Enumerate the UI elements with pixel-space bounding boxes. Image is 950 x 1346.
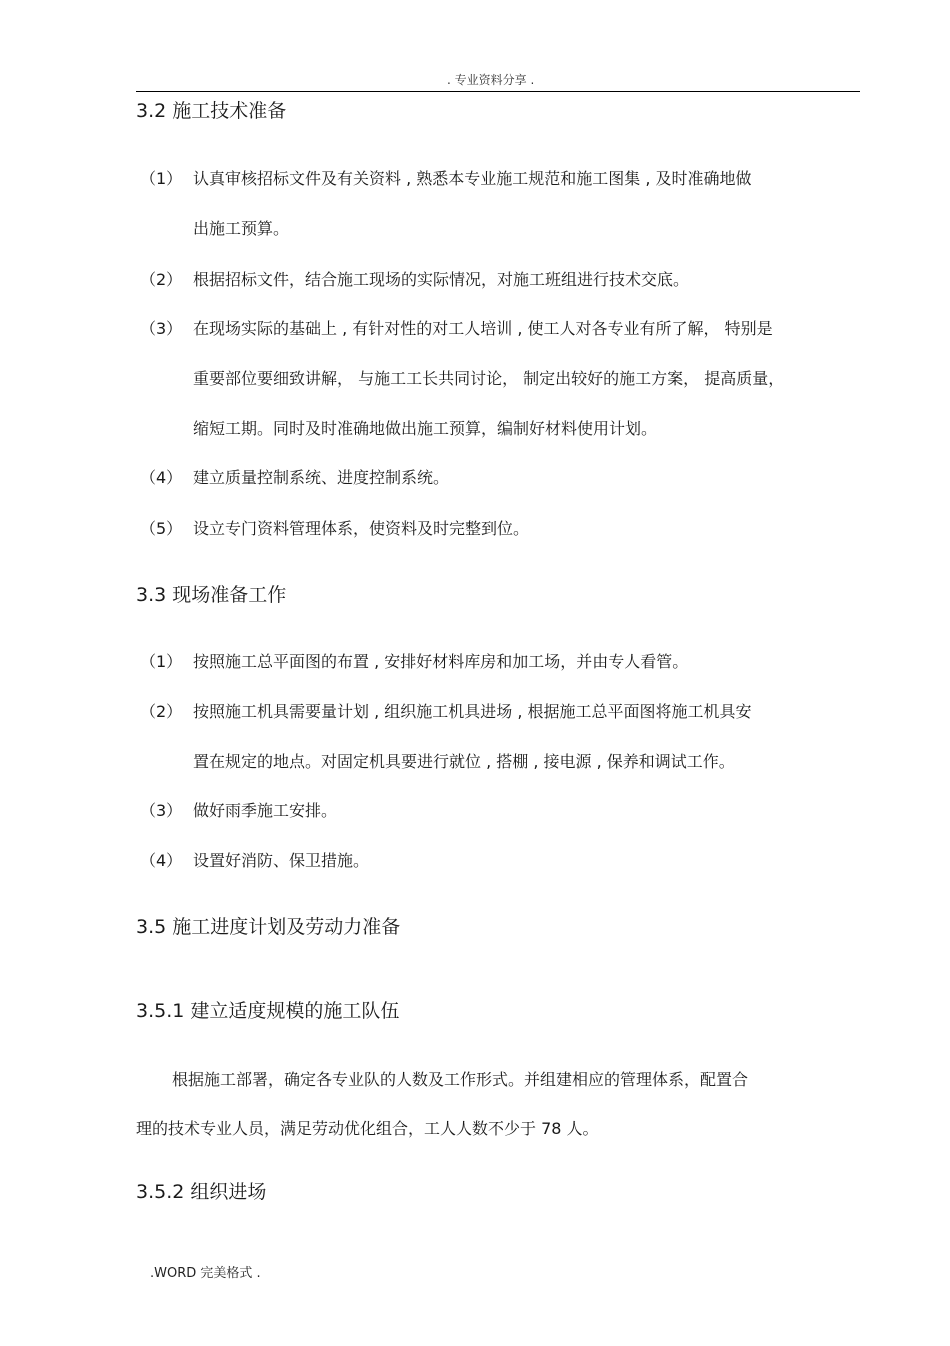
list-item-text: 按照施工总平面图的布置 , 安排好材料库房和加工场，并由专人看管。 xyxy=(193,652,689,671)
list-item-text: 设置好消防、保卫措施。 xyxy=(193,851,370,870)
list-item-text: 做好雨季施工安排。 xyxy=(193,801,338,820)
page-header: . 专业资料分享 . xyxy=(447,73,535,87)
paragraph-line: 根据施工部署，确定各专业队的人数及工作形式。并组建相应的管理体系，配置合 xyxy=(172,1070,749,1089)
list-item-number: （1） xyxy=(140,169,183,188)
paragraph-line: 理的技术专业人员，满足劳动优化组合，工人人数不少于 78 人。 xyxy=(136,1119,599,1138)
list-item-number: （4） xyxy=(140,468,183,487)
list-item-number: （2） xyxy=(140,702,183,721)
section-heading-3-2: 3.2 施工技术准备 xyxy=(136,100,287,122)
list-item-text-cont: 重要部位要细致讲解， 与施工工长共同讨论， 制定出较好的施工方案， 提高质量， xyxy=(193,369,785,388)
list-item-text-cont: 缩短工期。同时及时准确地做出施工预算，编制好材料使用计划。 xyxy=(193,419,658,438)
list-item-number: （4） xyxy=(140,851,183,870)
section-heading-3-5-2: 3.5.2 组织进场 xyxy=(136,1181,267,1203)
list-item-number: （5） xyxy=(140,519,183,538)
list-item-text: 设立专门资料管理体系，使资料及时完整到位。 xyxy=(193,519,530,538)
header-rule xyxy=(136,91,860,92)
list-item-text: 建立质量控制系统、进度控制系统。 xyxy=(193,468,450,487)
section-heading-3-5: 3.5 施工进度计划及劳动力准备 xyxy=(136,916,401,938)
list-item-text: 在现场实际的基础上 , 有针对性的对工人培训 , 使工人对各专业有所了解， 特别是 xyxy=(193,319,773,338)
list-item-number: （1） xyxy=(140,652,183,671)
list-item-number: （3） xyxy=(140,801,183,820)
page-footer: .WORD 完美格式 . xyxy=(150,1266,261,1281)
list-item-text: 根据招标文件，结合施工现场的实际情况，对施工班组进行技术交底。 xyxy=(193,270,690,289)
list-item-text: 按照施工机具需要量计划 , 组织施工机具进场 , 根据施工总平面图将施工机具安 xyxy=(193,702,752,721)
list-item-text-cont: 出施工预算。 xyxy=(193,219,290,238)
section-heading-3-5-1: 3.5.1 建立适度规模的施工队伍 xyxy=(136,1000,400,1022)
list-item-text: 认真审核招标文件及有关资料 , 熟悉本专业施工规范和施工图集 , 及时准确地做 xyxy=(193,169,752,188)
list-item-text-cont: 置在规定的地点。对固定机具要进行就位 , 搭棚 , 接电源 , 保养和调试工作。 xyxy=(193,752,735,771)
list-item-number: （2） xyxy=(140,270,183,289)
section-heading-3-3: 3.3 现场准备工作 xyxy=(136,584,287,606)
list-item-number: （3） xyxy=(140,319,183,338)
